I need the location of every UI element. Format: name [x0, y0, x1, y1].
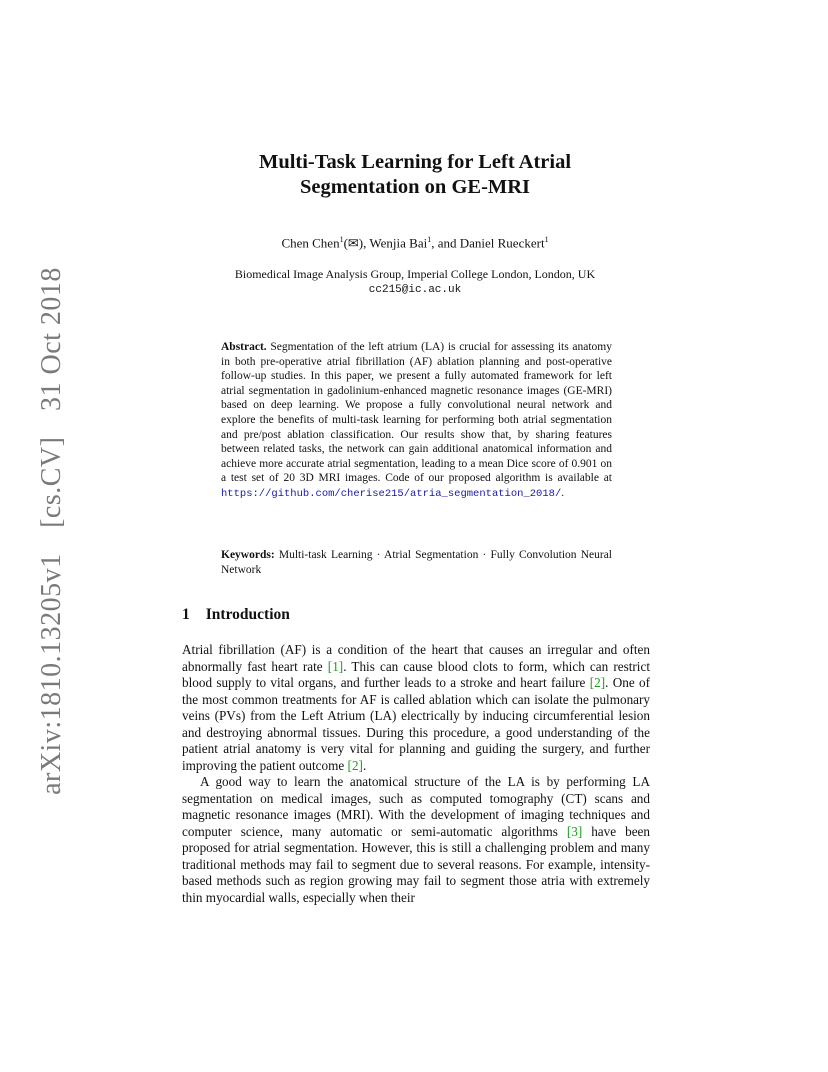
arxiv-id: arXiv:1810.13205v1	[36, 553, 67, 795]
author-2: Wenjia Bai	[369, 235, 428, 251]
text-run: . One of the most common treatments for AF is called ablation which can isolate the pulmonary veins (PVs) from the Left Atrium (LA) electrically by inducing circumferential lesion and destroying abnormal tissues. During this procedure, a good understanding of the patient atrial anatomy is very vital for planning and guiding the surgery, and further improving the patient outcome	[182, 675, 650, 773]
author-email[interactable]: cc215@ic.ac.uk	[368, 284, 462, 296]
affiliation: Biomedical Image Analysis Group, Imperial College London, London, UK	[234, 267, 596, 281]
section-title: Introduction	[205, 606, 290, 623]
citation-link[interactable]: [1]	[327, 658, 344, 674]
affiliation-block	[150, 266, 680, 298]
citation-link[interactable]: [2]	[589, 675, 606, 690]
author-list	[150, 235, 680, 251]
citation-link[interactable]: [2]	[347, 757, 363, 773]
paragraph-2	[182, 774, 650, 906]
paragraph-1	[182, 642, 650, 774]
text-run: . This can cause blood clots to form, which can restrict blood supply to vital organs, and further leads to a stroke and heart failure	[182, 658, 650, 690]
author-separator: ,	[363, 235, 370, 251]
title-line-2: Segmentation on GE-MRI	[299, 176, 531, 198]
author-3-affil: 1	[544, 235, 549, 244]
abstract-label: Abstract.	[221, 341, 267, 353]
abstract-end: .	[561, 486, 565, 499]
keywords-label: Keywords:	[221, 549, 275, 561]
author-separator: , and	[431, 235, 460, 251]
text-run: have been proposed for atrial segmentation. However, this is still a challenging problem and many traditional methods may fail to segment due to several reasons. For example, intensity-based methods such as region growing may fail to segment those atria with extremely thin myocardial walls, especially when their	[182, 823, 650, 905]
text-run: Atrial fibrillation (AF) is a condition of the heart that causes an irregular and often abnormally fast heart rate	[182, 642, 650, 674]
corresponding-mark: (✉)	[343, 235, 364, 251]
keywords	[221, 548, 612, 577]
author-1-affil: 1	[339, 235, 344, 244]
keywords-text: Multi-task Learning · Atrial Segmentation · Fully Convolution Neural Network	[221, 549, 612, 576]
author-2-affil: 1	[427, 235, 432, 244]
introduction-body	[182, 642, 650, 906]
text-run: A good way to learn the anatomical structure of the LA is by performing LA segmentation on medical images, such as computed tomography (CT) scans and magnetic resonance images (MRI). With the development of imaging techniques and computer science, many automatic or semi-automatic algorithms	[182, 774, 650, 839]
section-number: 1	[182, 606, 190, 623]
section-heading	[182, 606, 290, 624]
author-3: Daniel Rueckert	[459, 235, 545, 251]
code-link[interactable]: https://github.com/cherise215/atria_segmentation_2018/	[221, 487, 562, 500]
title-line-1: Multi-Task Learning for Left Atrial	[258, 151, 572, 173]
paper-title	[170, 150, 660, 200]
citation-link[interactable]: [3]	[566, 823, 583, 839]
abstract-text: Segmentation of the left atrium (LA) is crucial for assessing its anatomy in both pre-operative atrial fibrillation (AF) ablation planning and post-operative follow-up studies. In this paper, we present a fully automated framework for left atrial segmentation in gadolinium-enhanced magnetic resonance images (GE-MRI) based on deep learning. We propose a fully convolutional neural network and explore the benefits of multi-task learning for performing both atrial segmentation and pre/post ablation classification. Our results show that, by sharing features between related tasks, the network can gain additional anatomical information and achieve more accurate atrial segmentation, leading to a mean Dice score of 0.901 on a test set of 20 3D MRI images. Code of our proposed algorithm is available at	[221, 341, 612, 485]
author-1: Chen Chen	[281, 235, 340, 251]
arxiv-stamp	[36, 249, 68, 795]
abstract	[221, 340, 612, 502]
text-run: .	[362, 757, 367, 773]
arxiv-category: [cs.CV]	[36, 436, 67, 528]
arxiv-date: 31 Oct 2018	[36, 267, 67, 412]
